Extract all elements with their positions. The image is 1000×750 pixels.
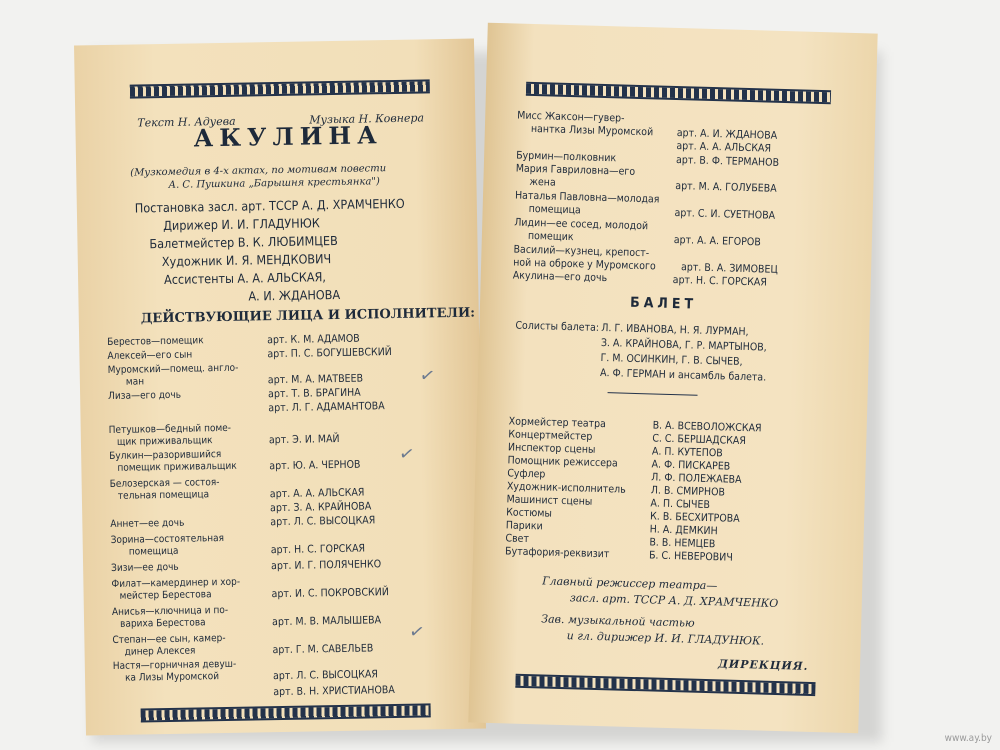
cast-role: помещик приживальщик xyxy=(117,460,237,474)
cast-role: Настя—горничная девуш- xyxy=(112,658,237,672)
text-author: Текст Н. Адуева xyxy=(137,114,236,130)
cast-actor: арт. К. М. АДАМОВ xyxy=(267,332,360,347)
cast-role: Муромский—помещ. англо- xyxy=(107,362,239,377)
staff-name: Л. В. СМИРНОВ xyxy=(650,484,726,499)
cast-role: ка Лизы Муромской xyxy=(124,671,220,684)
staff-name: А. П. КУТЕПОВ xyxy=(651,445,723,460)
subtitle-line-2: А. С. Пушкина „Барышня крестьянка") xyxy=(168,176,380,191)
cast-role: ной на оброке у Муромского xyxy=(512,256,656,273)
cast-role: Алексей—его сын xyxy=(107,349,193,363)
watermark: www.ay.by xyxy=(944,733,992,744)
credit-line: Дирижер И. И. ГЛАДУНЮК xyxy=(163,215,320,234)
divider-line xyxy=(608,392,698,396)
cast-actor: арт. Л. Г. АДАМАНТОВА xyxy=(268,400,385,415)
staff-role: Парики xyxy=(505,519,543,533)
cast-actor: арт. А. И. ЖДАНОВА xyxy=(676,127,778,142)
cast-actor: арт. И. Г. ПОЛЯЧЕНКО xyxy=(271,558,382,573)
staff-name: А. П. СЫЧЕВ xyxy=(650,497,711,512)
cast-actor: арт. Ю. А. ЧЕРНОВ xyxy=(269,458,361,473)
staff-name: Л. Ф. ПОЛЕЖАЕВА xyxy=(651,471,742,486)
cast-actor: арт. М. А. ГОЛУБЕВА xyxy=(675,179,777,195)
footer-line-3: Зав. музыкальной частью xyxy=(541,612,695,630)
cast-role: Бурмин—полковник xyxy=(515,149,617,165)
credit-line: А. И. ЖДАНОВА xyxy=(248,286,341,304)
play-title: АКУЛИНА xyxy=(193,120,383,153)
soloists-line: Г. М. ОСИНКИН, Г. В. СЫЧЕВ, xyxy=(600,351,743,368)
cast-actor: арт. Т. В. БРАГИНА xyxy=(268,386,361,401)
cast-heading: ДЕЙСТВУЮЩИЕ ЛИЦА И ИСПОЛНИТЕЛИ: xyxy=(140,305,476,327)
cast-role: Петушков—бедный поме- xyxy=(108,422,232,436)
credit-line: Постановка засл. арт. ТССР А. Д. ХРАМЧЕНКО xyxy=(134,195,405,216)
cast-role: Зорина—состоятельная xyxy=(110,533,225,546)
cast-role: Мария Гавриловна—его xyxy=(515,162,636,178)
direction-signature: ДИРЕКЦИЯ. xyxy=(717,657,809,673)
staff-role: Художник-исполнитель xyxy=(506,480,626,496)
bottom-ornament-border xyxy=(141,703,431,722)
staff-name: С. С. БЕРШАДСКАЯ xyxy=(652,432,747,448)
cast-actor: арт. Н. С. ГОРСКАЯ xyxy=(672,273,768,289)
staff-role: Машинист сцены xyxy=(506,493,593,508)
left-page xyxy=(74,39,486,736)
soloists-line: Л. Г. ИВАНОВА, Н. Я. ЛУРМАН, xyxy=(601,321,749,339)
staff-name: В. В. НЕМЦЕВ xyxy=(649,536,716,551)
staff-name: А. Ф. ПИСКАРЕВ xyxy=(651,458,731,473)
cast-actor: арт. С. И. СУЕТНОВА xyxy=(674,206,776,222)
cast-role: Мисс Жаксон—гувер- xyxy=(517,109,625,125)
cast-row xyxy=(488,23,878,125)
cast-role: Анисья—ключница и по- xyxy=(111,604,229,618)
pencil-checkmark-icon: ✓ xyxy=(407,620,427,644)
right-page xyxy=(468,23,877,734)
footer-line-2: засл. арт. ТССР А. Д. ХРАМЧЕНКО xyxy=(569,591,779,611)
footer-line-4: и гл. дирижер И. И. ГЛАДУНЮК. xyxy=(566,629,765,648)
staff-role: Концертмейстер xyxy=(508,428,593,443)
cast-actor: арт. А. А. АЛЬСКАЯ xyxy=(676,140,772,155)
soloists-line: З. А. КРАЙНОВА, Г. Р. МАРТЫНОВ, xyxy=(600,336,767,354)
cast-actor: арт. М. В. МАЛЫШЕВА xyxy=(271,614,382,629)
cast-actor: арт. В. А. ЗИМОВЕЦ xyxy=(680,261,778,276)
credit-line: Художник И. Я. МЕНДКОВИЧ xyxy=(161,251,332,270)
cast-actor: арт. И. С. ПОКРОВСКИЙ xyxy=(271,586,389,601)
soloists-label: Солисты балета: xyxy=(515,319,600,334)
cast-role: помещик xyxy=(527,229,574,244)
staff-role: Инспектор сцены xyxy=(507,441,596,456)
cast-role: ман xyxy=(125,376,145,388)
staff-role: Костюмы xyxy=(506,506,553,520)
staff-role: Суфлер xyxy=(507,467,546,481)
cast-list-continued xyxy=(488,23,878,289)
cast-role: нантка Лизы Муромской xyxy=(530,122,654,139)
pencil-checkmark-icon: ✓ xyxy=(417,364,437,388)
cast-role: Наталья Павловна—молодая xyxy=(514,189,660,206)
cast-role: Акулина—его дочь xyxy=(512,269,608,285)
credit-line: Ассистенты А. А. АЛЬСКАЯ, xyxy=(163,269,327,288)
staff-role: Свет xyxy=(505,532,530,546)
cast-actor: арт. М. А. МАТВЕЕВ xyxy=(267,372,364,387)
bottom-ornament-border xyxy=(515,674,815,696)
staff-name: Н. А. ДЕМКИН xyxy=(649,523,718,538)
cast-role: Василий—кузнец, крепост- xyxy=(513,243,650,260)
cast-actor: арт. В. Ф. ТЕРМАНОВ xyxy=(675,154,780,169)
footer-line-1: Главный режиссер театра— xyxy=(542,574,718,593)
pencil-checkmark-icon: ✓ xyxy=(397,442,417,467)
cast-role: помещица xyxy=(128,545,179,558)
staff-role: Хормейстер театра xyxy=(508,415,607,431)
cast-role: Лидин—ее сосед, молодой xyxy=(514,216,649,233)
cast-actor: арт. З. А. КРАЙНОВА xyxy=(270,500,372,515)
staff-name: Б. С. НЕВЕРОВИЧ xyxy=(648,549,733,564)
staff-name: К. В. БЕСХИТРОВА xyxy=(649,510,740,525)
cast-role: Аннет—ее дочь xyxy=(110,517,185,530)
cast-role: динер Алексея xyxy=(124,645,196,658)
top-ornament-border xyxy=(130,79,430,98)
cast-role: Белозерская — состоя- xyxy=(109,477,220,490)
cast-actor: арт. Л. С. ВЫСОЦКАЯ xyxy=(270,514,376,529)
cast-actor: арт. Э. И. МАЙ xyxy=(268,432,340,447)
cast-actor: арт. Г. М. САВЕЛЬЕВ xyxy=(272,642,374,657)
staff-role: Бутафория-реквизит xyxy=(504,545,610,561)
top-ornament-border xyxy=(526,82,831,105)
cast-role: мейстер Берестова xyxy=(119,589,212,602)
ballet-heading: БАЛЕТ xyxy=(629,294,698,313)
cast-actor: арт. Н. С. ГОРСКАЯ xyxy=(270,542,366,557)
cast-role: Лиза—его дочь xyxy=(108,389,182,402)
cast-actor: арт. А. А. АЛЬСКАЯ xyxy=(269,486,365,501)
music-author: Музыка Н. Ковнера xyxy=(309,111,425,127)
cast-role: Степан—ее сын, камер- xyxy=(112,632,226,646)
subtitle-line-1: (Музкомедия в 4-х актах, по мотивам повести xyxy=(130,163,387,179)
cast-actor: арт. А. А. ЕГОРОВ xyxy=(673,233,761,249)
cast-role: вариха Берестова xyxy=(120,617,206,630)
cast-actor: арт. Л. С. ВЫСОЦКАЯ xyxy=(272,668,379,683)
staff-role: Помощник режиссера xyxy=(507,454,618,470)
cast-role: Берестов—помещик xyxy=(107,335,204,349)
credit-line: Балетмейстер В. К. ЛЮБИМЦЕВ xyxy=(149,232,338,252)
cast-role: жена xyxy=(529,175,556,189)
cast-role: Булкин—разорившийся xyxy=(109,449,222,462)
cast-role: щик приживальщик xyxy=(116,435,213,448)
cast-actor: арт. П. С. БОГУШЕВСКИЙ xyxy=(267,346,392,361)
cast-role: тельная помещица xyxy=(117,489,210,502)
cast-role: помещица xyxy=(528,202,581,217)
soloists-line: А. Ф. ГЕРМАН и ансамбль балета. xyxy=(599,366,767,384)
cast-actor: арт. В. Н. ХРИСТИАНОВА xyxy=(273,684,395,699)
cast-role: Зизи—ее дочь xyxy=(111,561,179,574)
staff-name: В. А. ВСЕВОЛОЖСКАЯ xyxy=(652,419,762,435)
cast-role: Филат—камердинер и хор- xyxy=(111,576,241,590)
